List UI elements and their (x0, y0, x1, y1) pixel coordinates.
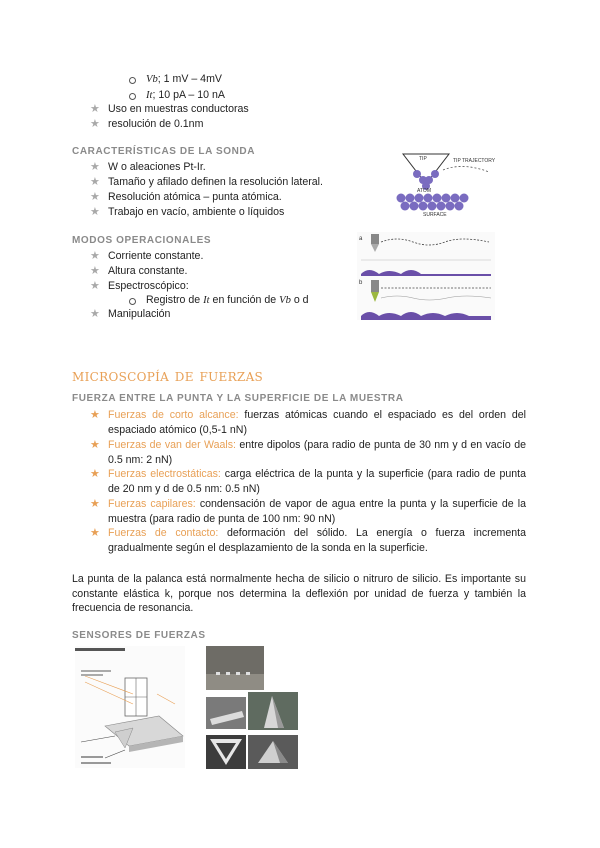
detail-mid: en función de (209, 294, 280, 306)
list-item: Manipulación (108, 308, 171, 320)
list-item: resolución de 0.1nm (108, 118, 204, 130)
force-text: deformación del sólido. La energía o fuerza incrementa gradualmente según el desplazamiento de la sonda en la superficie. (108, 527, 526, 554)
var-it: It (203, 295, 210, 306)
section-heading-tip-surface: FUERZA ENTRE LA PUNTA Y LA SUPERFICIE DE LA MUESTRA (72, 393, 404, 404)
fig-label-a: a (359, 236, 363, 242)
fig-label-trajectory: TIP TRAJECTORY (453, 158, 496, 164)
star-bullet-icon: ★ (90, 176, 100, 188)
param-it-value: ; 10 pA – 10 nA (152, 89, 225, 101)
detail-suffix: o d (290, 294, 309, 306)
section-heading-probe: CARACTERÍSTICAS DE LA SONDA (72, 146, 256, 157)
micrograph-tip-closeup (248, 735, 298, 769)
body-paragraph: La punta de la palanca está normalmente hecha de silicio o nitruro de silicio. Es importante su constante elástica k, porque nos determina la deflexión por unidad de fuerza y también la frecuencia de resonancia. (72, 573, 526, 615)
list-item: W o aleaciones Pt-Ir. (108, 161, 206, 173)
force-text: entre dipolos (para radio de punta de 30 nm y d en vacío de 0.5 nm: 2 nN) (108, 439, 526, 466)
star-bullet-icon: ★ (90, 498, 100, 510)
force-label: Fuerzas de van der Waals: (108, 439, 236, 451)
var-vb: Vb (146, 74, 158, 85)
force-text: carga eléctrica de la punta y la superficie (para radio de punta de 20 nm y d de 0.5 nm: 0.5 nN) (108, 468, 526, 495)
var-vb: Vb (279, 295, 291, 306)
fig-label-b: b (359, 280, 363, 286)
list-item: Resolución atómica – punta atómica. (108, 191, 282, 203)
micrograph-triangle-cantilever (206, 735, 246, 769)
star-bullet-icon: ★ (90, 308, 100, 320)
force-label: Fuerzas electrostáticas: (108, 468, 221, 480)
list-item: Trabajo en vacío, ambiente o líquidos (108, 206, 285, 218)
list-item: Espectroscópico: (108, 280, 189, 292)
force-text: condensación de vapor de agua entre la punta y la superficie de la muestra (para radio de punta de 100 nm: 90 nN) (108, 498, 526, 525)
star-bullet-icon: ★ (90, 265, 100, 277)
star-bullet-icon: ★ (90, 206, 100, 218)
micrograph-cantilever (206, 697, 246, 729)
list-item: Altura constante. (108, 265, 188, 277)
force-label: Fuerzas de contacto: (108, 527, 219, 539)
cantilever-diagram (75, 646, 185, 768)
list-item: Uso en muestras conductoras (108, 103, 249, 115)
star-bullet-icon: ★ (90, 161, 100, 173)
list-item: Corriente constante. (108, 250, 204, 262)
section-heading-modes: MODOS OPERACIONALES (72, 235, 212, 246)
force-label: Fuerzas capilares: (108, 498, 196, 510)
fig-label-surface: SURFACE (423, 212, 447, 218)
list-item: Tamaño y afilado definen la resolución lateral. (108, 176, 323, 188)
force-item-contact (108, 526, 526, 555)
star-bullet-icon: ★ (90, 439, 100, 451)
sub-bullet-icon (129, 298, 136, 305)
fig-label-atom: ATOM (417, 188, 431, 194)
param-vb (146, 72, 222, 88)
star-bullet-icon: ★ (90, 118, 100, 130)
fig-label-tip: TIP (419, 156, 427, 162)
modes-figure (357, 232, 495, 320)
star-bullet-icon: ★ (90, 103, 100, 115)
star-bullet-icon: ★ (90, 280, 100, 292)
detail-prefix: Registro de (146, 294, 204, 306)
force-item-capillary (108, 497, 526, 526)
star-bullet-icon: ★ (90, 409, 100, 421)
force-text: fuerzas atómicas cuando el espaciado es del orden del espaciado atómico (0,5-1 nN) (108, 409, 526, 436)
star-bullet-icon: ★ (90, 191, 100, 203)
force-item-electrostatic (108, 467, 526, 496)
tip-atom-figure (393, 150, 501, 218)
star-bullet-icon: ★ (90, 527, 100, 539)
sub-bullet-icon (129, 77, 136, 84)
param-vb-value: ; 1 mV – 4mV (157, 73, 222, 85)
force-label: Fuerzas de corto alcance: (108, 409, 239, 421)
star-bullet-icon: ★ (90, 250, 100, 262)
force-item-van-der-waals (108, 438, 526, 467)
sub-bullet-icon (129, 93, 136, 100)
micrograph-pyramid-tip (248, 692, 298, 730)
section-title-forces: microscopía de fuerzas (72, 366, 264, 386)
star-bullet-icon: ★ (90, 468, 100, 480)
var-it: It (146, 90, 153, 101)
force-item-short-range (108, 408, 526, 437)
section-heading-sensors: SENSORES DE FUERZAS (72, 630, 206, 641)
micrograph-top (206, 646, 264, 690)
